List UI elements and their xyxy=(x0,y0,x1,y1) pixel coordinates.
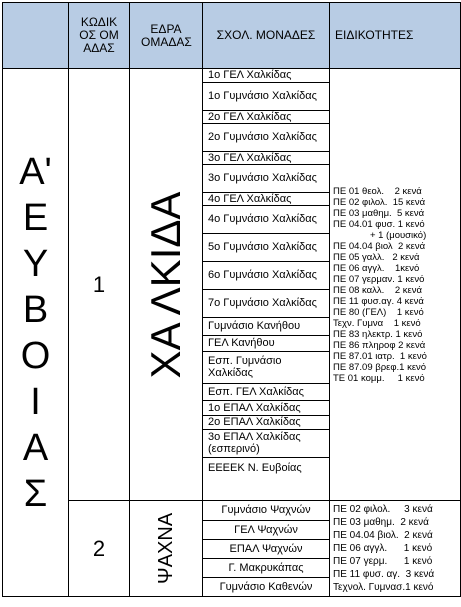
units-header: ΣΧΟΛ. ΜΟΝΑΔΕΣ xyxy=(203,3,330,69)
list-item: 5ο Γυμνάσιο Χαλκίδας xyxy=(203,233,329,261)
region-letter: Ι xyxy=(30,380,41,423)
list-item: ΓΕΛ Ψαχνών xyxy=(203,520,329,539)
seat-header: ΕΔΡΑ ΟΜΑΔΑΣ xyxy=(130,3,203,69)
list-item: ΓΕΛ Κανήθου xyxy=(203,335,329,351)
region-letter: Α xyxy=(22,426,49,469)
group-2-seat: ΨΑΧΝΑ xyxy=(155,512,177,584)
specialty-line: ΠΕ 02 φιλολ. 3 κενά xyxy=(333,504,433,515)
specialty-line: + 1 (μουσικό) xyxy=(333,229,427,241)
list-item: 1ο Γυμνάσιο Χαλκίδας xyxy=(203,82,329,110)
list-item: 2ο Γυμνάσιο Χαλκίδας xyxy=(203,123,329,151)
specialty-line: ΠΕ 06 αγγλ. 1κενό xyxy=(333,262,420,274)
group-2-specialties xyxy=(330,501,461,597)
list-item: 1ο ΕΠΑΛ Χαλκίδας xyxy=(203,400,329,415)
header-row xyxy=(3,3,461,69)
list-item: 4ο ΓΕΛ Χαλκίδας xyxy=(203,192,329,205)
group-1-seat-cell xyxy=(130,69,203,501)
specialty-line: ΠΕ 04.04 βιολ 2 κενά xyxy=(333,240,426,252)
list-item: 6ο Γυμνάσιο Χαλκίδας xyxy=(203,261,329,289)
group-2-units-cell xyxy=(203,501,330,597)
region-letter: Β xyxy=(22,288,49,331)
specialty-line: ΠΕ 80 (ΓΕΛ) 1 κενό xyxy=(333,306,424,318)
specialty-line: Τεχν. Γυμνα 1 κενό xyxy=(333,317,421,329)
list-item: 3ο Γυμνάσιο Χαλκίδας xyxy=(203,164,329,192)
region-letter: Ε xyxy=(22,196,49,239)
specialty-line: ΠΕ 05 γαλλ. 2 κενά xyxy=(333,251,420,263)
specialty-line: ΠΕ 07 γερμαν. 1 κενό xyxy=(333,273,425,285)
list-item: Γυμνάσιο Καθενών xyxy=(219,580,313,593)
region-cell xyxy=(3,69,69,597)
region-letter: Σ xyxy=(23,472,48,515)
code-header: ΚΩΔΙΚΟΣ ΟΜΑΔΑΣ xyxy=(69,3,130,69)
specialty-line: ΠΕ 06 αγγλ. 1 κενό xyxy=(333,543,433,554)
specialty-line: ΠΕ 86 πληροφ 2 κενά xyxy=(333,339,426,351)
list-item: 7ο Γυμνάσιο Χαλκίδας xyxy=(203,289,329,317)
group-2-units-list xyxy=(203,501,329,596)
specialty-line: ΠΕ 03 μαθημ. 2 κενά xyxy=(333,517,429,528)
region-header xyxy=(3,3,69,69)
allocation-table xyxy=(2,2,461,597)
group-1-units-list xyxy=(203,69,329,479)
region-letter: Ο xyxy=(20,334,51,377)
list-item: 1ο ΓΕΛ Χαλκίδας xyxy=(203,69,329,82)
group-2-row xyxy=(3,501,461,597)
group-2-seat-cell xyxy=(130,501,203,597)
specialty-line: ΠΕ 08 καλλ. 2 κενά xyxy=(333,284,423,296)
list-item: 4ο Γυμνάσιο Χαλκίδας xyxy=(203,205,329,233)
group-2-code: 2 xyxy=(69,501,130,597)
specialty-line: ΠΕ 04.04 βιολ. 2 κενά xyxy=(333,530,433,541)
group-1-row xyxy=(3,69,461,501)
specialty-line: ΠΕ 07 γερμ. 1 κενό xyxy=(333,556,433,567)
specialty-line: ΠΕ 03 μαθημ. 5 κενά xyxy=(333,207,425,219)
list-item: 3ο ΕΠΑΛ Χαλκίδας (εσπερινό) xyxy=(203,429,329,457)
list-item: 2ο ΕΠΑΛ Χαλκίδας xyxy=(203,415,329,429)
specialties-header: ΕΙΔΙΚΟΤΗΤΕΣ xyxy=(330,3,461,69)
list-item: Γυμνάσιο Ψαχνών xyxy=(203,501,329,520)
group-1-specialties xyxy=(330,69,461,501)
specialty-line: ΠΕ 87.01 ιατρ. 1 κενό xyxy=(333,350,427,362)
specialty-line: ΠΕ 83 ηλεκτρ. 1 κενό xyxy=(333,328,423,340)
group-1-units-cell xyxy=(203,69,330,501)
specialty-line: ΠΕ 01 θεολ. 2 κενά xyxy=(333,185,422,197)
list-item: Γ. Μακρυκάπας xyxy=(203,558,329,577)
list-item: Εσπ. Γυμνάσιο Χαλκίδας xyxy=(203,351,329,383)
specialty-line: Τεχνολ. Γυμνασ.1 κενό xyxy=(333,582,434,593)
group-1-code: 1 xyxy=(69,69,130,501)
list-item: Εσπ. ΓΕΛ Χαλκίδας xyxy=(203,383,329,400)
list-item: 2ο ΓΕΛ Χαλκίδας xyxy=(203,110,329,123)
region-letter: Υ xyxy=(22,242,49,285)
specialty-line: ΤΕ 01 κομμ. 1 κενό xyxy=(333,372,425,384)
specialty-line: ΠΕ 87.09 βρεφ.1 κενό xyxy=(333,361,427,373)
list-item: ΕΕΕΕΚ Ν. Ευβοίας xyxy=(208,462,302,475)
list-item: Γυμνάσιο Κανήθου xyxy=(203,317,329,335)
list-item: ΕΠΑΛ Ψαχνών xyxy=(203,539,329,558)
specialty-line: ΠΕ 11 φυσ. αγ. 3 κενά xyxy=(333,569,435,580)
list-item: 3ο ΓΕΛ Χαλκίδας xyxy=(203,151,329,164)
specialty-line: ΠΕ 04.01 φυσ. 1 κενό xyxy=(333,218,425,230)
group-1-seat: ΧΑ ΛΚΙΔΑ xyxy=(142,191,189,378)
specialty-line: ΠΕ 11 φυσ.αγ. 4 κενά xyxy=(333,295,424,307)
table-wrapper xyxy=(2,2,461,597)
specialty-line: ΠΕ 02 φιλολ. 15 κενά xyxy=(333,196,426,208)
region-letter: Α' xyxy=(19,150,52,193)
